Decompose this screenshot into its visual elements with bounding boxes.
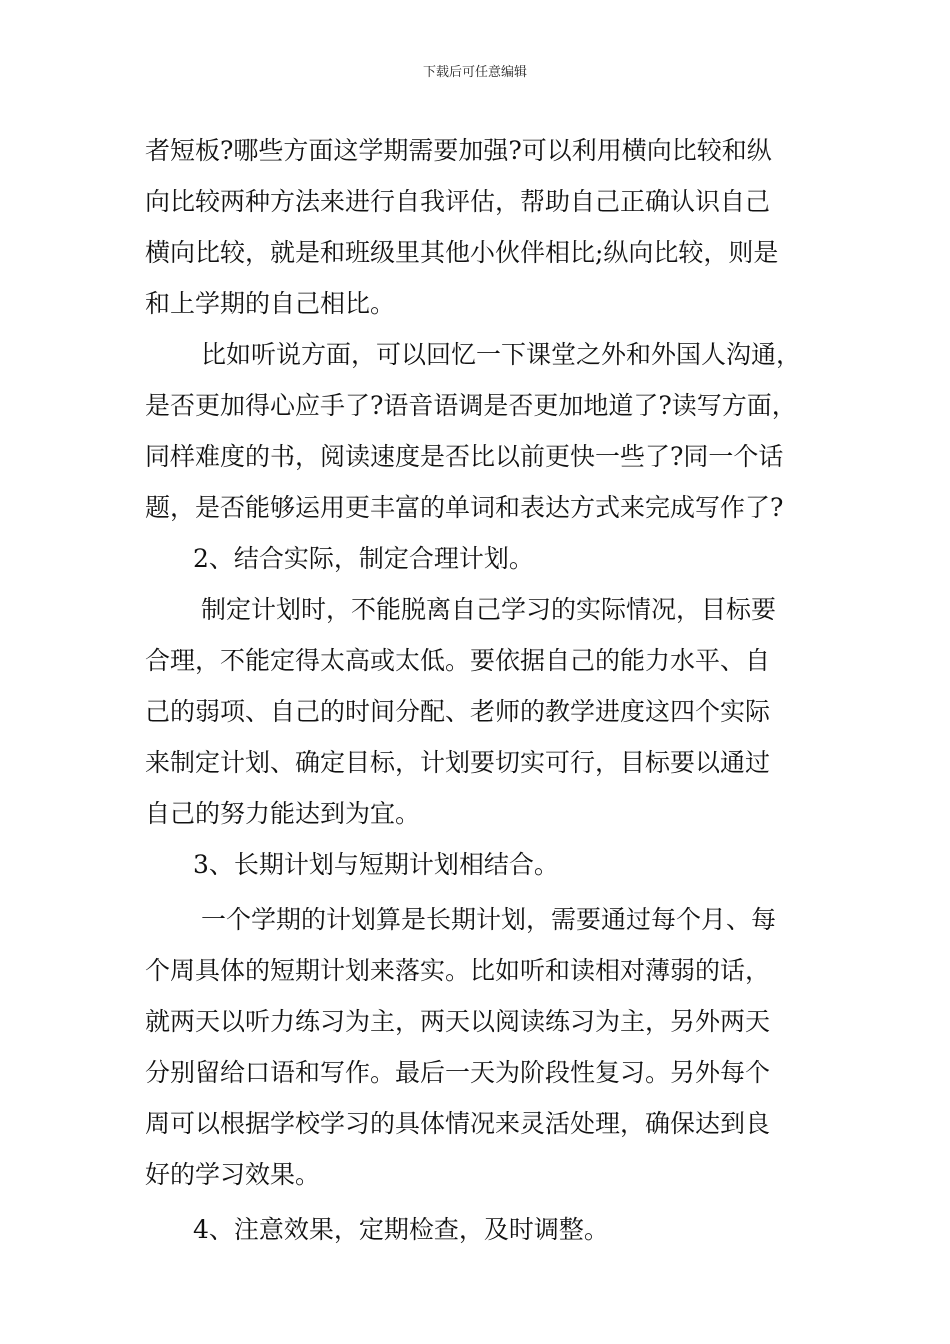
text-line: 周可以根据学校学习的具体情况来灵活处理，确保达到良 (145, 1109, 771, 1138)
text-line: 者短板?哪些方面这学期需要加强?可以利用横向比较和纵 (145, 136, 772, 165)
text-line: 合理，不能定得太高或太低。要依据自己的能力水平、自 (145, 646, 771, 675)
text-line: 横向比较，就是和班级里其他小伙伴相比;纵向比较，则是 (145, 238, 779, 267)
section-heading: 2、结合实际，制定合理计划。 (193, 544, 534, 573)
paragraph-first-line: 一个学期的计划算是长期计划，需要通过每个月、每 (201, 905, 777, 934)
text-line: 向比较两种方法来进行自我评估，帮助自己正确认识自己 (145, 187, 771, 216)
section-heading: 3、长期计划与短期计划相结合。 (193, 850, 559, 879)
text-line: 题，是否能够运用更丰富的单词和表达方式来完成写作了? (145, 493, 784, 522)
text-line: 自己的努力能达到为宜。 (145, 799, 421, 828)
text-line: 好的学习效果。 (145, 1160, 321, 1189)
text-line: 是否更加得心应手了?语音语调是否更加地道了?读写方面， (145, 391, 797, 420)
paragraph-first-line: 比如听说方面，可以回忆一下课堂之外和外国人沟通， (201, 340, 802, 369)
text-line: 就两天以听力练习为主，两天以阅读练习为主，另外两天 (145, 1007, 771, 1036)
text-line: 同样难度的书，阅读速度是否比以前更快一些了?同一个话 (145, 442, 784, 471)
document-body (145, 125, 810, 1255)
paragraph-first-line: 制定计划时，不能脱离自己学习的实际情况，目标要 (201, 595, 777, 624)
text-line: 个周具体的短期计划来落实。比如听和读相对薄弱的话， (145, 956, 771, 985)
text-line: 分别留给口语和写作。最后一天为阶段性复习。另外每个 (145, 1058, 771, 1087)
page-header-note: 下载后可任意编辑 (422, 65, 527, 80)
text-line: 己的弱项、自己的时间分配、老师的教学进度这四个实际 (145, 697, 771, 726)
text-line: 来制定计划、确定目标，计划要切实可行，目标要以通过 (145, 748, 771, 777)
section-heading: 4、注意效果，定期检查，及时调整。 (193, 1215, 609, 1244)
text-line: 和上学期的自己相比。 (145, 289, 396, 318)
